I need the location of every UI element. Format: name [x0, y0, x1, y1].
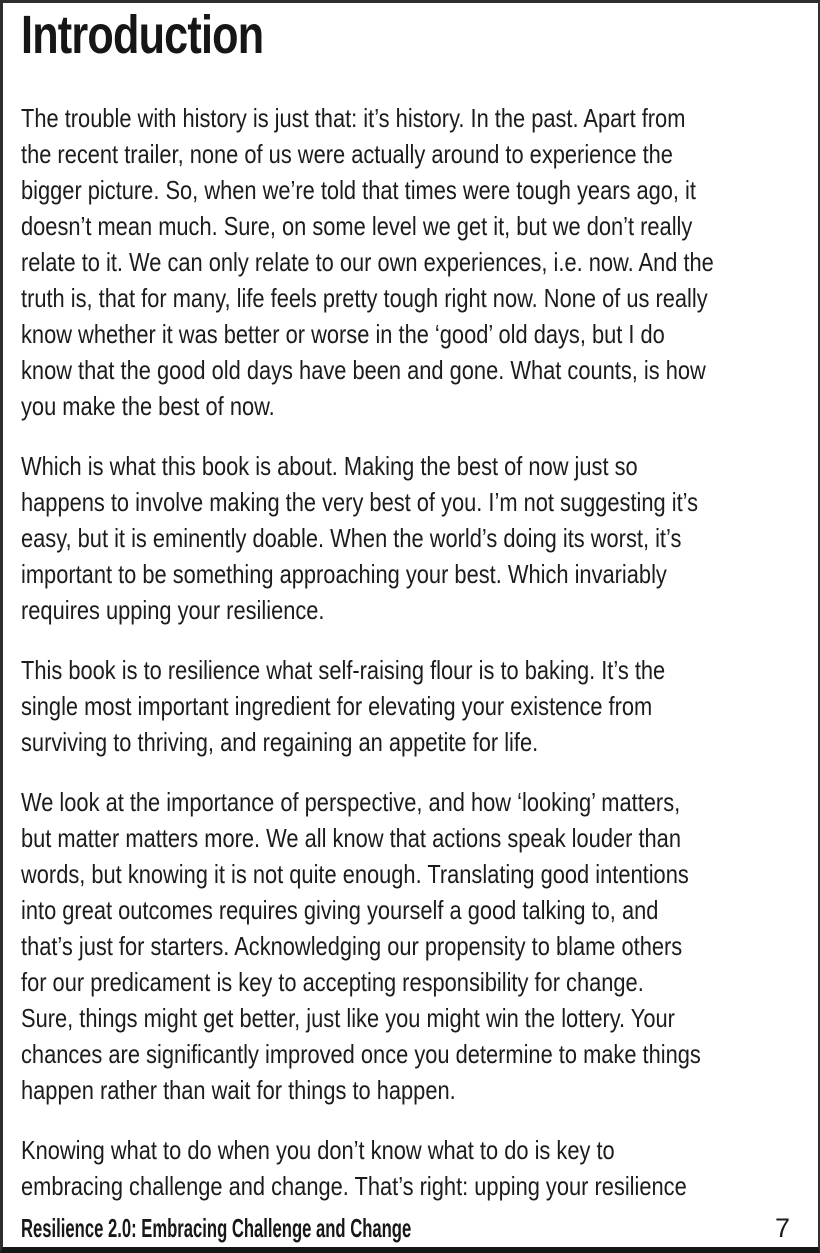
text-line: relate to it. We can only relate to our own experiences, i.e. now. And the	[21, 247, 714, 277]
text-line: single most important ingredient for elevating your existence from	[21, 691, 653, 721]
text-line: that’s just for starters. Acknowledging our propensity to blame others	[21, 931, 683, 961]
footer-page-number: 7	[774, 1213, 790, 1243]
text-line: surviving to thriving, and regaining an appetite for life.	[21, 727, 539, 757]
paragraph	[21, 652, 808, 760]
paragraph	[21, 448, 808, 628]
text-line: embracing challenge and change. That’s right: upping your resilience	[21, 1171, 687, 1201]
text-line: bigger picture. So, when we’re told that times were tough years ago, it	[21, 175, 696, 205]
text-line: happen rather than wait for things to happen.	[21, 1075, 456, 1105]
text-line: chances are significantly improved once you determine to make things	[21, 1039, 701, 1069]
page-title: Introduction	[21, 5, 264, 65]
text-line: Which is what this book is about. Making the best of now just so	[21, 451, 638, 481]
text-line: Knowing what to do when you don’t know what to do is key to	[21, 1135, 615, 1165]
text-line: We look at the importance of perspective, and how ‘looking’ matters,	[21, 787, 681, 817]
text-line: but matter matters more. We all know that actions speak louder than	[21, 823, 681, 853]
paragraph	[21, 784, 808, 1108]
text-line: important to be something approaching your best. Which invariably	[21, 559, 667, 589]
text-line: into great outcomes requires giving yourself a good talking to, and	[21, 895, 659, 925]
text-line: for our predicament is key to accepting responsibility for change.	[21, 967, 644, 997]
text-line: truth is, that for many, life feels pretty tough right now. None of us really	[21, 283, 708, 313]
text-line: requires upping your resilience.	[21, 595, 325, 625]
text-line: you make the best of now.	[21, 391, 275, 421]
text-line: know that the good old days have been and gone. What counts, is how	[21, 355, 706, 385]
paragraph	[21, 1132, 808, 1204]
text-line: know whether it was better or worse in the ‘good’ old days, but I do	[21, 319, 665, 349]
text-line: This book is to resilience what self-raising flour is to baking. It’s the	[21, 655, 666, 685]
footer-book-title: Resilience 2.0: Embracing Challenge and Change	[21, 1213, 412, 1243]
text-line: words, but knowing it is not quite enough. Translating good intentions	[21, 859, 689, 889]
text-line: Sure, things might get better, just like you might win the lottery. Your	[21, 1003, 675, 1033]
text-line: happens to involve making the very best of you. I’m not suggesting it’s	[21, 487, 699, 517]
text-line: easy, but it is eminently doable. When the world’s doing its worst, it’s	[21, 523, 682, 553]
text-line: The trouble with history is just that: it’s history. In the past. Apart from	[21, 103, 686, 133]
text-line: the recent trailer, none of us were actually around to experience the	[21, 139, 673, 169]
paragraph	[21, 100, 808, 424]
body-text	[21, 100, 808, 1228]
text-line: doesn’t mean much. Sure, on some level we get it, but we don’t really	[21, 211, 693, 241]
page-footer	[21, 1212, 790, 1244]
